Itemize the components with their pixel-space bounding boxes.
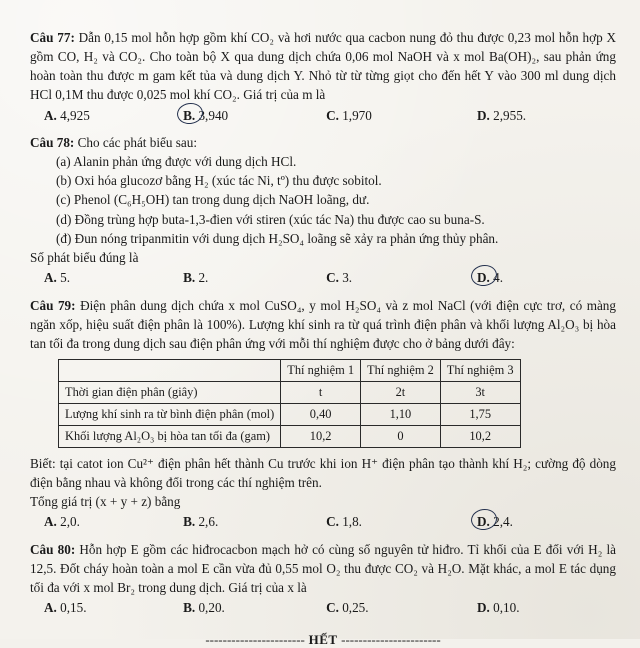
option-77-d-value: 2,955. [493,107,527,123]
selected-marker-78 [477,269,490,287]
question-79 [30,296,616,532]
option-77-b-value: 3,940 [198,107,229,123]
table-col-3: Thí nghiệm 3 [440,359,520,381]
option-78-c-label: C. [326,270,339,286]
footer-dashes-left: ----------------------- [205,631,305,647]
footer-dashes-right: ----------------------- [341,631,441,647]
option-78-b-label: B. [183,270,196,286]
question-80-body: Hỗn hợp E gồm các hiđrocacbon mạch hở có cùng số nguyên tử hiđro. Tỉ khối của E đối với H₂ là 12,5. Đốt cháy hoàn toàn a mol E cần vừa đủ 0,55 mol O₂ thu được CO₂ và H₂O. Mặt khác, a mol E tác dụng tối đa với x mol Br₂ trong dung dịch. Giá trị của x là [30,541,616,596]
option-77-c-label: C. [326,107,339,123]
option-77-c[interactable] [322,107,475,125]
option-79-a-label: A. [44,514,57,530]
option-78-d-value: 4. [493,270,504,286]
option-78-d[interactable] [475,269,616,287]
option-78-b[interactable] [175,269,322,287]
option-80-c-label: C. [326,600,339,616]
option-77-a-value: 4,925 [60,107,90,123]
option-80-c-value: 0,25. [342,600,369,616]
experiment-table [58,359,521,448]
question-77-body: Dẫn 0,15 mol hỗn hợp gồm khí CO₂ và hơi nước qua cacbon nung đỏ thu được 0,23 mol hỗn hợp X gồm CO, H₂ và CO₂. Cho toàn bộ X qua dung dịch chứa 0,06 mol NaOH và x mol Ba(OH)₂, sau phản ứng hoàn toàn thu được m gam kết tủa và dung dịch Y. Nhỏ từ từ từng giọt cho đến hết Y vào 300 ml dung dịch HCl 0,1M thu được 0,025 mol khí CO₂. Giá trị của m là [30,30,617,103]
question-78-options [30,269,616,287]
option-77-d-label: D. [477,107,490,123]
option-77-c-value: 1,970 [342,107,372,123]
row-1-cell-1: 1,10 [361,403,441,425]
option-79-d[interactable] [475,513,616,531]
statement-e: (đ) Đun nóng tripanmitin với dung dịch H₂SO₄ loãng sẽ xảy ra phản ứng thủy phân. [56,230,499,246]
question-80 [30,540,616,618]
question-77 [30,28,616,125]
question-78-lead: Cho các phát biểu sau: [77,135,198,151]
option-78-a-value: 5. [60,270,71,286]
statement-a: (a) Alanin phản ứng được với dung dịch HCl. [56,154,297,170]
table-col-1: Thí nghiệm 1 [281,359,361,381]
statement-c: (c) Phenol (C₆H₅OH) tan trong dung dịch NaOH loãng, dư. [56,192,370,208]
row-1-cell-2: 1,75 [440,403,520,425]
selected-marker-77 [183,107,195,125]
option-77-b[interactable] [175,107,322,125]
option-78-c-value: 3. [342,270,353,286]
row-0-cell-2: 3t [440,381,520,403]
option-80-a[interactable] [30,599,175,617]
option-79-d-value: 2,4. [493,514,513,530]
question-77-text [30,28,616,105]
table-header-row [59,359,521,381]
question-79-body: Điện phân dung dịch chứa x mol CuSO₄, y mol H₂SO₄ và z mol NaCl (với điện cực trơ, có màng ngăn xốp, hiệu suất điện phân là 100%). Lượng khí sinh ra từ quá trình điện phân và khối lượng Al₂O₃ bị hòa tan tối đa trong dung dịch sau điện phân ứng với mỗi thí nghiệm được cho ở bảng dưới đây: [30,297,616,351]
question-79-options [30,513,616,531]
option-79-c-label: C. [326,514,339,530]
option-80-a-label: A. [44,600,57,616]
table-col-0 [59,359,281,381]
row-2-cell-1: 0 [361,425,441,447]
question-78-tail: Số phát biểu đúng là [30,249,139,265]
option-79-c[interactable] [322,513,475,531]
page-footer [30,632,616,648]
option-77-a-label: A. [44,107,57,123]
option-77-d[interactable] [475,107,616,125]
row-2-cell-0: 10,2 [281,425,361,447]
question-78-number: Câu 78: [30,135,75,151]
question-79-tail: Tổng giá trị (x + y + z) bằng [30,494,181,510]
option-80-b-label: B. [183,600,196,616]
option-79-b-label: B. [183,514,196,530]
option-80-a-value: 0,15. [60,600,87,616]
selected-marker-79 [477,513,490,531]
option-79-a-value: 2,0. [60,514,80,530]
question-77-options [30,107,616,125]
option-79-b[interactable] [175,513,322,531]
question-80-options [30,599,616,617]
table-row [59,381,521,403]
option-79-c-value: 1,8. [342,514,362,530]
table-row [59,403,521,425]
statement-d: (d) Đồng trùng hợp buta-1,3-đien với stiren (xúc tác Na) thu được cao su buna-S. [56,211,485,227]
question-79-number: Câu 79: [30,297,76,313]
option-79-a[interactable] [30,513,175,531]
question-80-text [30,540,616,597]
footer-text: HẾT [308,631,338,647]
question-78 [30,133,616,287]
option-80-d-value: 0,10. [493,600,520,616]
option-80-b-value: 0,20. [198,600,225,616]
row-1-cell-0: 0,40 [281,403,361,425]
question-79-text [30,296,616,353]
question-77-number: Câu 77: [30,30,75,45]
row-0-cell-1: 2t [361,381,441,403]
question-80-number: Câu 80: [30,541,76,557]
option-80-d-label: D. [477,600,490,616]
option-78-b-value: 2. [198,270,209,286]
option-78-a[interactable] [30,269,175,287]
option-79-d-label: D. [477,514,490,530]
row-2-head: Khối lượng Al₂O₃ bị hòa tan tối đa (gam) [59,425,281,447]
row-0-head: Thời gian điện phân (giây) [59,381,281,403]
option-78-a-label: A. [44,270,57,286]
question-79-note: Biết: tại catot ion Cu²⁺ điện phân hết thành Cu trước khi ion H⁺ điện phân tạo thành khí H₂; cường độ dòng điện bằng nhau và không đổi trong các thí nghiệm trên. [30,455,616,491]
question-78-lead-line [30,133,616,152]
row-1-head: Lượng khí sinh ra từ bình điện phân (mol) [59,403,281,425]
option-78-d-label: D. [477,270,490,286]
table-col-2: Thí nghiệm 2 [361,359,441,381]
option-79-b-value: 2,6. [198,514,219,530]
option-80-c[interactable] [322,599,475,617]
row-0-cell-0: t [281,381,361,403]
option-77-b-label: B. [183,107,196,123]
statement-b: (b) Oxi hóa glucozơ bằng H₂ (xúc tác Ni, tº) thu được sobitol. [56,173,382,189]
option-77-a[interactable] [30,107,175,125]
option-78-c[interactable] [322,269,475,287]
option-80-b[interactable] [175,599,322,617]
row-2-cell-2: 10,2 [440,425,520,447]
option-80-d[interactable] [475,599,616,617]
table-row [59,425,521,447]
